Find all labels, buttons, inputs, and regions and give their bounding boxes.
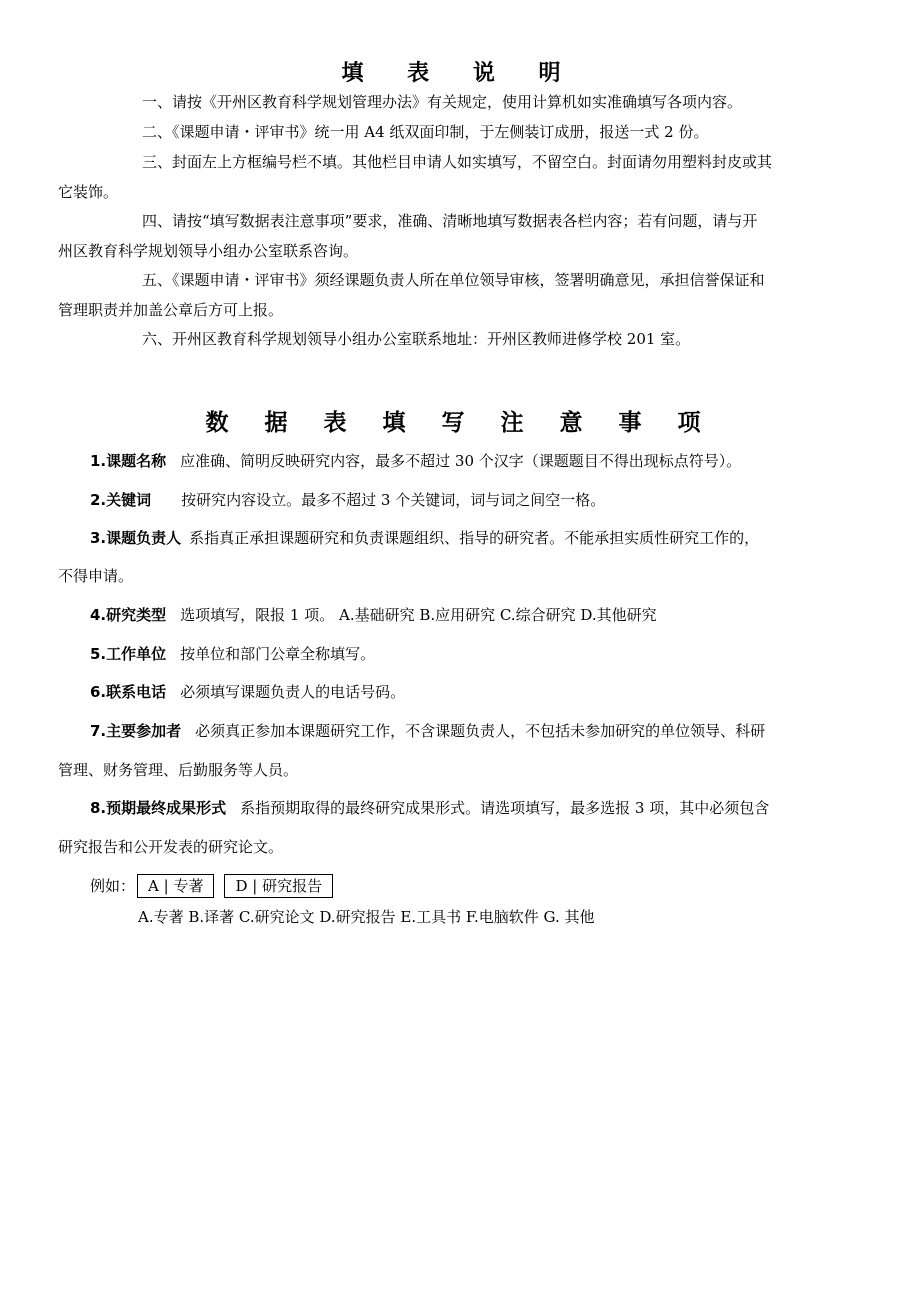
section-title-instructions: 填 表 说 明: [341, 61, 579, 86]
example-options: A.专著 B.译著 C.研究论文 D.研究报告 E.工具书 F.电脑软件 G. 其他: [138, 908, 595, 926]
note-label: 1.课题名称: [90, 452, 167, 470]
note-item-5: [58, 640, 830, 668]
example-label: 例如：: [90, 877, 136, 895]
instruction-4-cont: 州区教育科学规划领导小组办公室联系咨询。: [58, 242, 359, 260]
instruction-1: 一、请按《开州区教育科学规划管理办法》有关规定，使用计算机如实准确填写各项内容。: [142, 93, 743, 111]
instruction-3-cont: 它装饰。: [58, 183, 119, 201]
note-item-1: [58, 447, 830, 475]
instruction-3: 三、封面左上方框编号栏不填。其他栏目申请人如实填写，不留空白。封面请勿用塑料封皮或其: [142, 153, 773, 171]
instruction-5-cont: 管理职责并加盖公章后方可上报。: [58, 301, 284, 319]
note-label: 4.研究类型: [90, 606, 167, 624]
note-text: 系指预期取得的最终研究成果形式。请选项填写，最多选报 3 项，其中必须包含: [240, 799, 770, 817]
note-text: 系指真正承担课题研究和负责课题组织、指导的研究者。不能承担实质性研究工作的，: [189, 529, 760, 547]
example-box-d: D | 研究报告: [224, 874, 333, 898]
note-text: 按研究内容设立。最多不超过 3 个关键词，词与词之间空一格。: [181, 491, 606, 509]
note-label: 8.预期最终成果形式: [90, 799, 227, 817]
note-text: 应准确、简明反映研究内容，最多不超过 30 个汉字（课题题目不得出现标点符号）。: [180, 452, 742, 470]
instruction-2: 二、《课题申请・评审书》统一用 A4 纸双面印制，于左侧装订成册，报送一式 2 份。: [142, 123, 709, 141]
note-item-4: [58, 601, 830, 629]
note-label: 5.工作单位: [90, 645, 167, 663]
note-item-6: [58, 678, 830, 706]
note-label: 7.主要参加者: [90, 722, 182, 740]
note-item-3-cont: 不得申请。: [58, 567, 134, 585]
note-label: 3.课题负责人: [90, 529, 182, 547]
note-item-7: [58, 717, 830, 745]
note-text: 必须真正参加本课题研究工作，不含课题负责人，不包括未参加研究的单位领导、科研: [195, 722, 766, 740]
instruction-4: 四、请按“填写数据表注意事项”要求，准确、清晰地填写数据表各栏内容；若有问题，请与开: [142, 212, 758, 230]
note-item-8-cont: 研究报告和公开发表的研究论文。: [58, 838, 284, 856]
instruction-6: 六、开州区教育科学规划领导小组办公室联系地址：开州区教师进修学校 201 室。: [142, 330, 691, 348]
note-label: 2.关键词: [90, 491, 152, 509]
note-label: 6.联系电话: [90, 683, 167, 701]
section-title-notes: 数 据 表 填 写 注 意 事 项: [205, 410, 715, 436]
note-text: 按单位和部门公章全称填写。: [180, 645, 376, 663]
note-text: 必须填写课题负责人的电话号码。: [180, 683, 406, 701]
note-item-2: [58, 486, 830, 514]
note-text: 选项填写，限报 1 项。 A.基础研究 B.应用研究 C.综合研究 D.其他研究: [180, 606, 657, 624]
note-item-3: [58, 524, 830, 552]
example-box-a: A | 专著: [137, 874, 214, 898]
note-item-7-cont: 管理、财务管理、后勤服务等人员。: [58, 761, 299, 779]
note-item-8: [58, 794, 830, 822]
instruction-5: 五、《课题申请・评审书》须经课题负责人所在单位领导审核，签署明确意见，承担信誉保证和: [142, 271, 765, 289]
example-row: [58, 872, 830, 900]
